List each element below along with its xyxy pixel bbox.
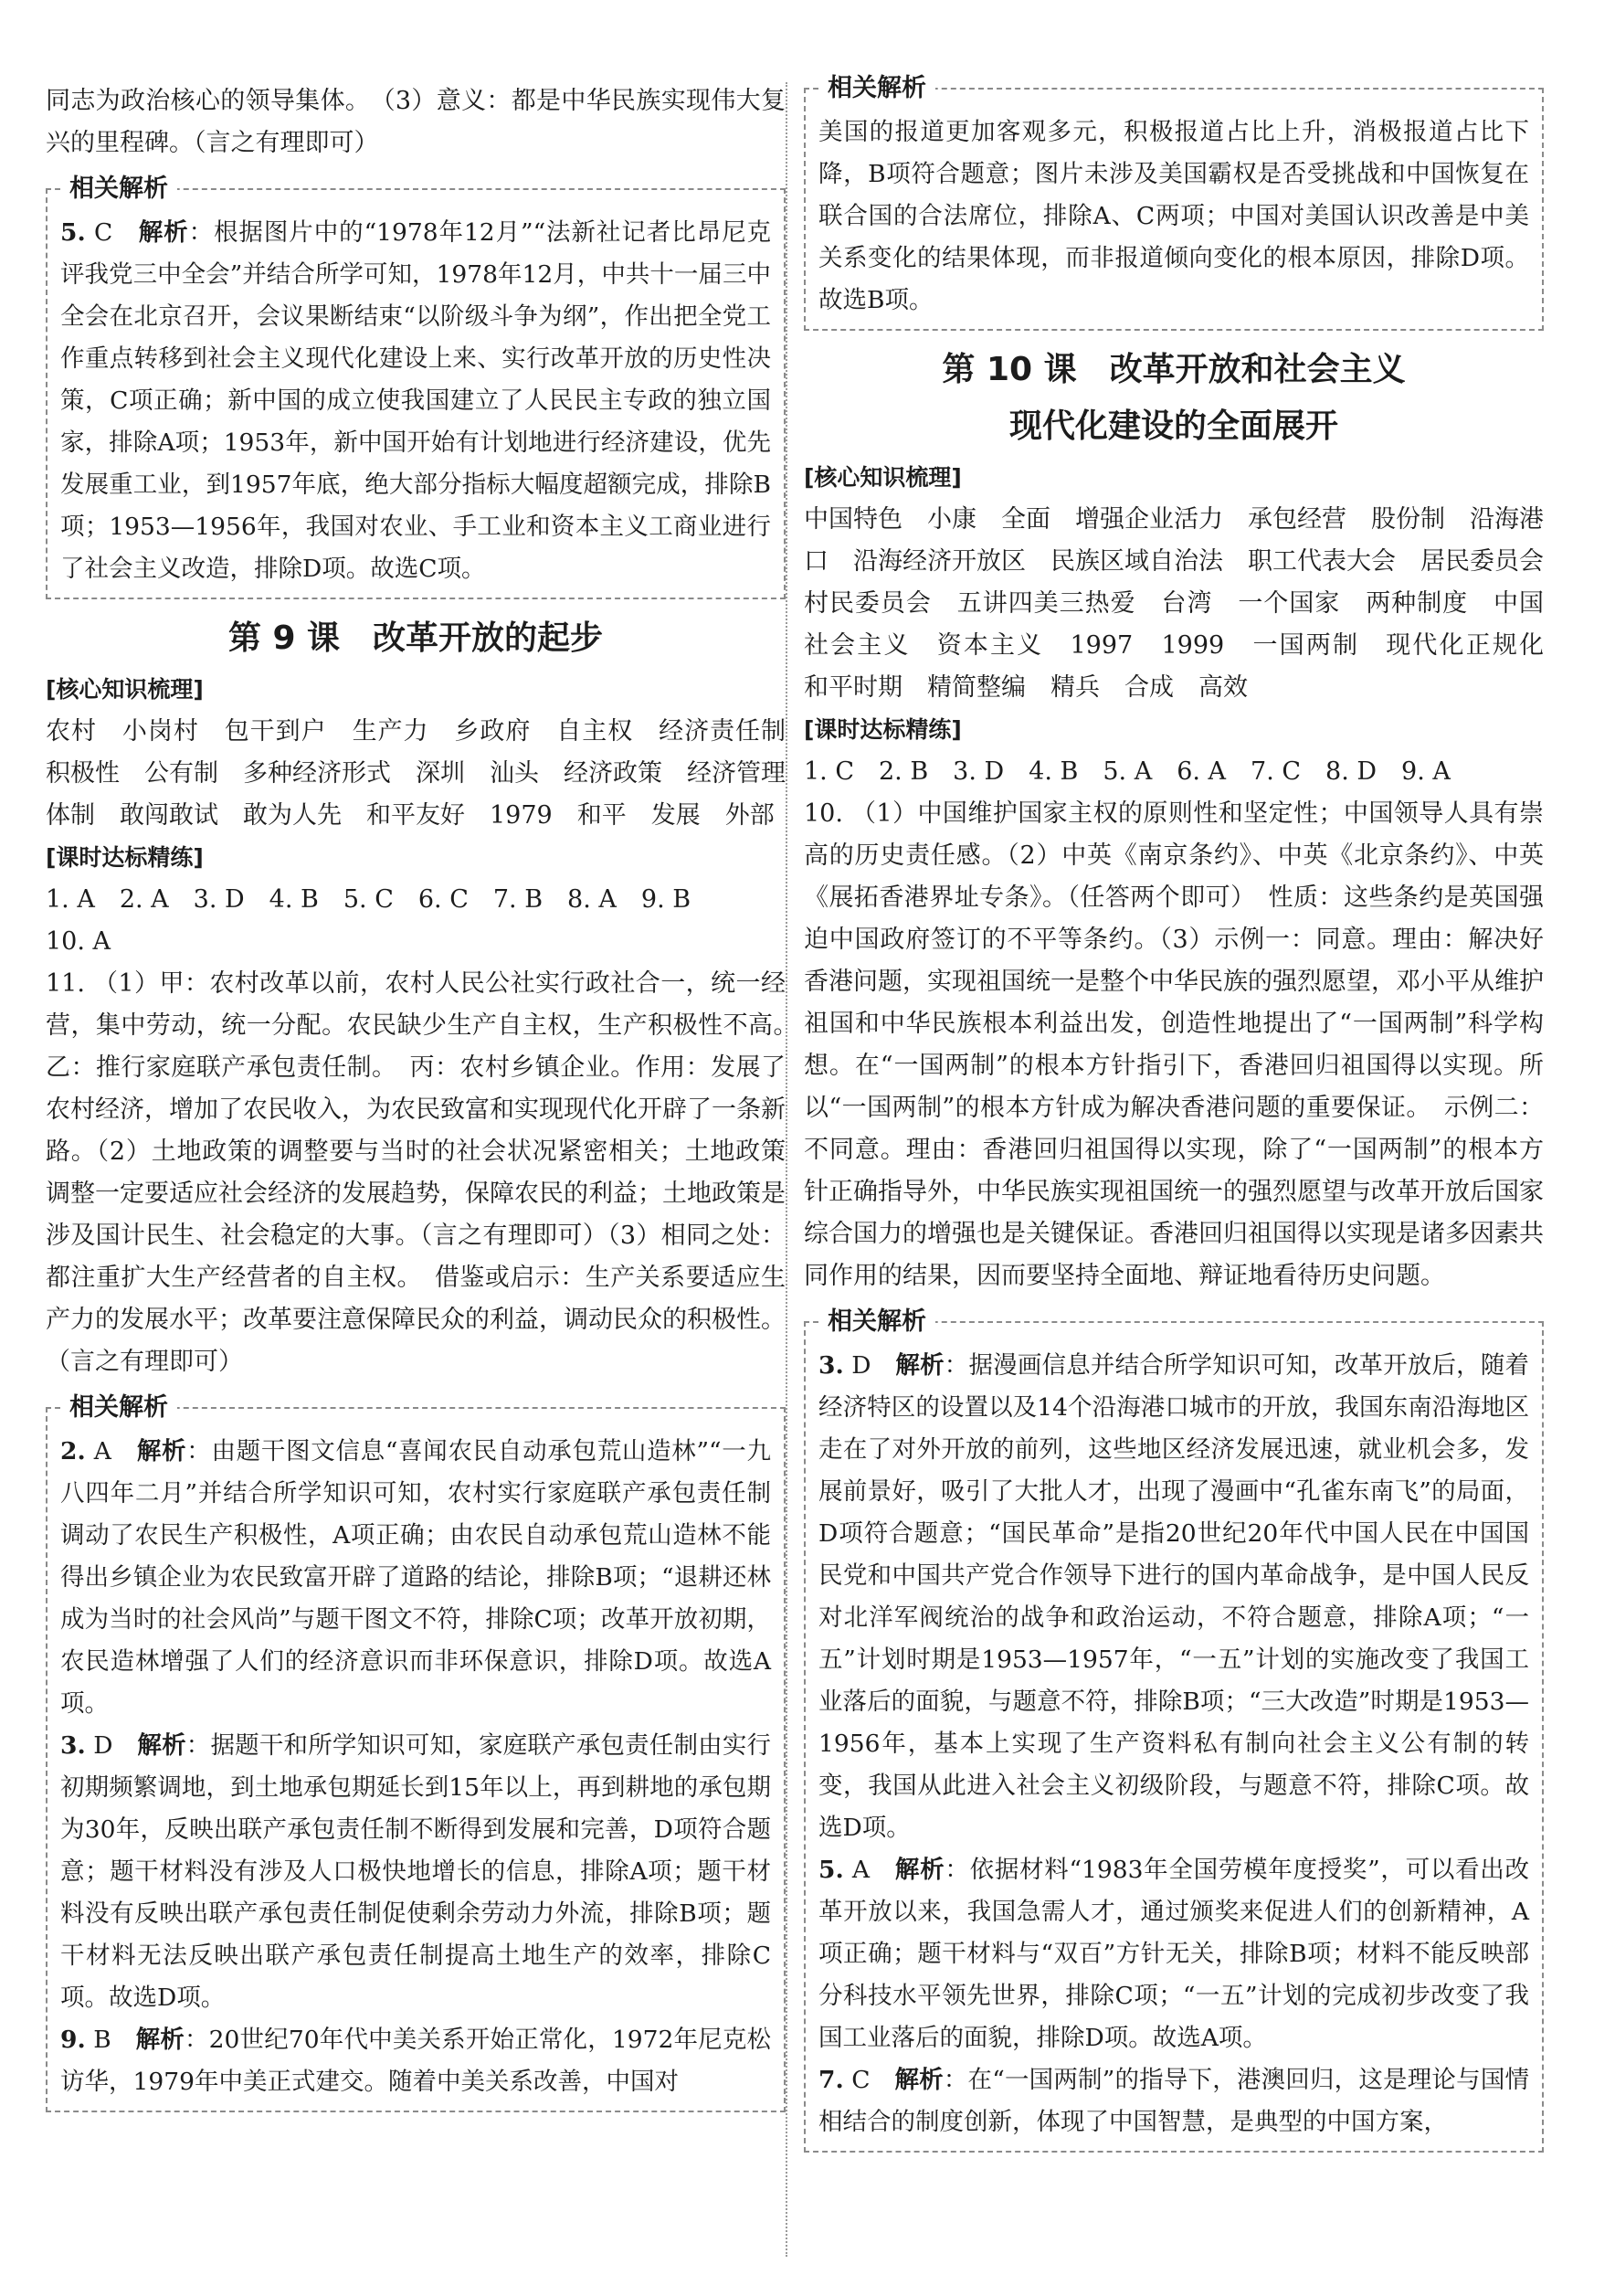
mc-answers: 1. C 2. B 3. D 4. B 5. A 6. A 7. C 8. D 9. A [804,757,1451,786]
item-answer: D [851,1351,871,1380]
core-knowledge-heading: [核心知识梳理] [46,676,204,703]
analysis-tag: 解析 [138,218,189,247]
question-11-answer: 11. （1）甲：农村改革以前，农村人民公社实行政社合一，统一经营，集中劳动，统一分配。农民缺少生产自主权，生产积极性不高。 乙：推行家庭联产承包责任制。 丙：农村乡镇企业。作用：发展了农村经济，增加了农民收入，为农民致富和实现现代化开辟了一条新路。（2）土地政策的调整要与当时的社会状况紧密相关；土地政策调整一定要适应社会经济的发展趋势，保障农民的利益；土地政策是涉及国计民生、社会稳定的大事。（言之有理即可）（3）相同之处：都注重扩大生产经营者的自主权。 借鉴或启示：生产关系要适应生产力的发展水平；改革要注意保障民众的利益，调动民众的积极性。（言之有理即可） [46,969,810,1376]
left-column [46,80,810,2125]
item-number: 9. [60,2026,86,2054]
analysis-tag: 解析 [894,2066,944,2094]
analysis-box-lesson10 [804,1307,1544,2153]
lesson-10-title-line2: 现代化建设的全面展开 [1008,407,1338,445]
analysis-tag: 解析 [895,1351,945,1380]
keywords-lesson10: 中国特色 小康 全面 增强企业活力 承包经营 股份制 沿海港口 沿海经济开放区 民族区域自治法 职工代表大会 居民委员会 村民委员会 五讲四美三热爱 台湾 一个国家 两种制度 中国 社会主义 资本主义 1997 1999 一国两制 现代化正规化 和平时期 精简整编 精兵 合成 高效 [804,505,1568,702]
analysis-text: ：据题干和所学知识可知，家庭联产承包责任制由实行初期频繁调地，到土地承包期延长到15年以上，再到耕地的承包期为30年，反映出联产承包责任制不断得到发展和完善，D项符合题意；题干材料没有涉及人口极快地增长的信息，排除A项；题干材料没有反映出联产承包责任制促使剩余劳动力外流，排除B项；题干材料无法反映出联产承包责任制提高土地生产的效率，排除C项。故选D项。 [60,1731,772,2012]
intro-text-1: 同志为政治核心的领导集体。 [46,87,358,115]
analysis-item [818,2059,1529,2143]
item-answer: C [94,218,113,247]
analysis-text: ：由题干图文信息“喜闻农民自动承包荒山造林”“一九八四年二月”并结合所学知识可知，农村实行家庭联产承包责任制调动了农民生产积极性，A项正确；由农民自动承包荒山造林不能得出乡镇企业为农民致富开辟了道路的结论，排除B项；“退耕还林成为当时的社会风尚”与题干图文不符，排除C项；改革开放初期，农民造林增强了人们的经济意识而非环保意识，排除D项。故选A项。 [60,1437,771,1718]
analysis-item [60,212,771,590]
box-label: 相关解析 [60,1393,177,1423]
item-answer: B [93,2026,111,2054]
item-answer: D [93,1731,113,1760]
analysis-text: ：据漫画信息并结合所学知识可知，改革开放后，随着经济特区的设置以及14个沿海港口城市的开放，我国东南沿海地区走在了对外开放的前列，这些地区经济发展迅速，就业机会多，发展前景好，吸引了大批人才，出现了漫画中“孔雀东南飞”的局面，D项符合题意；“国民革命”是指20世纪20年代中国人民在中国国民党和中国共产党合作领导下进行的国内革命战争，是中国人民反对北洋军阀统治的战争和政治运动，不符合题意，排除A项；“一五”计划时期是1953—1957年，“一五”计划的实施改变了我国工业落后的面貌，与题意不符，排除B项；“三大改造”时期是1953—1956年，基本上实现了生产资料私有制向社会主义公有制的转变，我国从此进入社会主义初级阶段，与题意不符，排除C项。故选D项。 [818,1351,1530,1842]
analysis-item [60,1725,771,2019]
item-number: 7. [818,2066,844,2094]
mc-answers-2: 10. A [46,927,111,956]
analysis-tag: 解析 [135,2026,185,2054]
analysis-text: ：在“一国两制”的指导下，港澳回归，这是理论与国情相结合的制度创新，体现了中国智慧，是典型的中国方案， [818,2066,1530,2136]
intro-text-2: （3）意义：都是中华民族实现伟大复兴的里程碑。（言之有理即可） [46,87,786,157]
lesson-10-title-line1: 第 10 课 改革开放和社会主义 [942,351,1406,388]
item-number: 3. [60,1731,86,1760]
analysis-item [60,1431,771,1725]
column-divider [786,82,787,2257]
mc-answers: 1. A 2. A 3. D 4. B 5. C 6. C 7. B 8. A 9. B [46,885,691,914]
analysis-item [818,1345,1529,1849]
analysis-text: ：依据材料“1983年全国劳模年度授奖”，可以看出改革开放以来，我国急需人才，通过颁奖来促进人们的创新精神，A项正确；题干材料与“双百”方针无关，排除B项；材料不能反映部分科技水平领先世界，排除C项；“一五”计划的完成初步改变了我国工业落后的面貌，排除D项。故选A项。 [818,1856,1530,2052]
box-label: 相关解析 [818,74,935,103]
analysis-text: ：根据图片中的“1978年12月”“法新社记者比昂尼克评我党三中全会”并结合所学可知，1978年12月，中共十一届三中全会在北京召开，会议果断结束“以阶级斗争为纲”，作出把全党工作重点转移到社会主义现代化建设上来、实行改革开放的历史性决策，C项正确；新中国的成立使我国建立了人民民主专政的独立国家，排除A项；1953年，新中国开始有计划地进行经济建设，优先发展重工业，到1957年底，绝大部分指标大幅度超额完成，排除B项；1953—1956年，我国对农业、手工业和资本主义工商业进行了社会主义改造，排除D项。故选C项。 [60,218,772,583]
analysis-item [60,2019,771,2103]
analysis-tag: 解析 [136,1437,187,1465]
intro-paragraph [46,80,786,164]
analysis-tag: 解析 [894,1856,945,1884]
practice-heading: [课时达标精练] [46,844,204,871]
analysis-text: ：20世纪70年代中美关系开始正常化，1972年尼克松访华，1979年中美正式建交。随着中美关系改善，中国对 [60,2026,772,2096]
analysis-box-lesson9 [46,1393,786,2112]
question-10-answer: 10. （1）中国维护国家主权的原则性和坚定性；中国领导人具有崇高的历史责任感。（2）中英《南京条约》、中英《北京条约》、中英《展拓香港界址专条》。（任答两个即可） 性质：这些条约是英国强迫中国政府签订的不平等条约。（3）示例一：同意。理由：解决好香港问题，实现祖国统一是整个中华民族的强烈愿望，邓小平从维护祖国和中华民族根本利益出发，创造性地提出了“一国两制”科学构想。在“一国两制”的根本方针指引下，香港回归祖国得以实现。所以“一国两制”的根本方针成为解决香港问题的重要保证。 示例二：不同意。理由：香港回归祖国得以实现，除了“一国两制”的根本方针正确指导外，中华民族实现祖国统一的强烈愿望与改革开放后国家综合国力的增强也是关键保证。香港回归祖国得以实现是诸多因素共同作用的结果，因而要坚持全面地、辩证地看待历史问题。 [804,799,1544,1290]
analysis-tag: 解析 [137,1731,186,1760]
item-number: 5. [60,218,86,247]
item-answer: A [851,1856,870,1884]
item-number: 2. [60,1437,86,1465]
item-number: 3. [818,1351,844,1380]
core-knowledge-heading: [核心知识梳理] [804,464,962,491]
item-answer: C [851,2066,871,2094]
analysis-box-continued [804,74,1544,331]
practice-heading: [课时达标精练] [804,716,962,743]
box-label: 相关解析 [60,175,177,204]
right-column [804,74,1568,2165]
lesson-9-title: 第 9 课 改革开放的起步 [227,619,604,657]
box-label: 相关解析 [818,1307,935,1337]
analysis-item [818,1849,1529,2059]
item-number: 5. [818,1856,844,1884]
analysis-text: 美国的报道更加客观多元，积极报道占比上升，消极报道占比下降，B项符合题意；图片未涉及美国霸权是否受挑战和中国恢复在联合国的合法席位，排除A、C两项；中国对美国认识改善是中美关系变化的结果体现，而非报道倾向变化的根本原因，排除D项。故选B项。 [818,118,1529,314]
keywords-lesson9: 农村 小岗村 包干到户 生产力 乡政府 自主权 经济责任制 积极性 公有制 多种经济形式 深圳 汕头 经济政策 经济管理体制 敢闯敢试 敢为人先 和平友好 1979 和平 发展 外部 [46,717,810,830]
analysis-box-lesson8 [46,175,786,599]
item-answer: A [93,1437,111,1465]
